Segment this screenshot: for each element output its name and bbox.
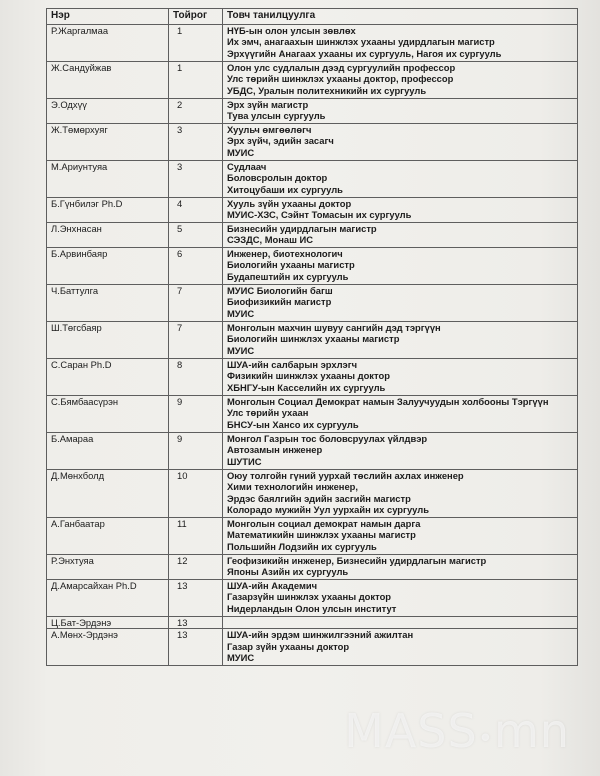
- table-row: [47, 198, 578, 223]
- candidate-bio: [223, 248, 578, 285]
- table-row: [47, 223, 578, 248]
- bio-line: Японы Азийн их сургууль: [227, 566, 349, 578]
- bio-line: МУИС: [227, 344, 255, 356]
- table-row: [47, 62, 578, 99]
- table-row: [47, 248, 578, 285]
- table-row: [47, 629, 578, 666]
- bio-line: ШУТИС: [227, 455, 262, 467]
- candidates-table: [46, 8, 578, 666]
- bio-line: Автозамын инженер: [227, 444, 323, 456]
- district-number: 10: [169, 470, 223, 518]
- table-row: [47, 99, 578, 124]
- district-number: 1: [169, 62, 223, 99]
- bio-line: Эрхүүгийн Анагаах ухааны их сургууль, Нагоя их сургууль: [227, 47, 502, 59]
- candidate-bio: [223, 359, 578, 396]
- bio-line: МУИС: [227, 146, 255, 158]
- district-number: 6: [169, 248, 223, 285]
- candidate-name: А.Мөнх-Эрдэнэ: [47, 629, 169, 666]
- bio-line: Оюу толгойн гүний уурхай төслийн ахлах инженер: [227, 470, 464, 481]
- candidate-name: С.Саран Ph.D: [47, 359, 169, 396]
- bio-line: НҮБ-ын олон улсын зөвлөх: [227, 25, 356, 36]
- table-header-row: [47, 9, 578, 25]
- table-row: [47, 518, 578, 555]
- candidate-name: Ж.Төмөрхуяг: [47, 124, 169, 161]
- bio-line: Их эмч, анагаахын шинжлэх ухааны удирдлагын магистр: [227, 36, 495, 48]
- candidate-name: Ж.Сандуйжав: [47, 62, 169, 99]
- district-number: 3: [169, 124, 223, 161]
- bio-line: СЭЗДС, Монаш ИС: [227, 234, 314, 246]
- candidate-name: Б.Гүнбилэг Ph.D: [47, 198, 169, 223]
- table-row: [47, 124, 578, 161]
- bio-line: Монголын социал демократ намын дарга: [227, 518, 421, 529]
- table-row: [47, 396, 578, 433]
- candidate-bio: [223, 161, 578, 198]
- bio-line: ШУА-ийн Академич: [227, 580, 318, 591]
- bio-line: Газарзүйн шинжлэх ухааны доктор: [227, 591, 392, 603]
- table-row: [47, 161, 578, 198]
- district-number: 4: [169, 198, 223, 223]
- candidate-name: Ц.Бат-Эрдэнэ: [47, 617, 169, 629]
- bio-line: Монгол Газрын тос боловсруулах үйлдвэр: [227, 433, 428, 444]
- candidate-bio: [223, 629, 578, 666]
- candidate-bio: [223, 555, 578, 580]
- bio-line: Тува улсын сургууль: [227, 110, 326, 122]
- bio-line: Боловсролын доктор: [227, 172, 328, 184]
- candidate-name: Э.Одхүү: [47, 99, 169, 124]
- candidate-name: Б.Арвинбаяр: [47, 248, 169, 285]
- table-row: [47, 580, 578, 617]
- bio-line: Хууль зүйн ухааны доктор: [227, 198, 352, 209]
- bio-line: Хуульч өмгөөлөгч: [227, 124, 312, 135]
- bio-line: Улс төрийн шинжлэх ухааны доктор, профессор: [227, 73, 454, 85]
- table-row: [47, 555, 578, 580]
- candidate-bio: [223, 25, 578, 62]
- bio-line: МУИС: [227, 307, 255, 319]
- candidate-bio: [223, 198, 578, 223]
- bio-line: Монголын Социал Демократ намын Залуучуудын холбооны Тэргүүн: [227, 396, 549, 407]
- candidate-name: Д.Амарсайхан Ph.D: [47, 580, 169, 617]
- table-body: [47, 25, 578, 666]
- candidate-bio: [223, 322, 578, 359]
- district-number: 12: [169, 555, 223, 580]
- candidate-name: Д.Мөнхболд: [47, 470, 169, 518]
- candidate-bio: [223, 396, 578, 433]
- bio-line: Монголын махчин шувуу сангийн дэд тэргүүн: [227, 322, 441, 333]
- candidate-bio: [223, 580, 578, 617]
- bio-line: Польшийн Лодзийн их сургууль: [227, 540, 377, 552]
- bio-line: БНСУ-ын Хансо их сургууль: [227, 418, 359, 430]
- candidate-name: М.Ариунтуяа: [47, 161, 169, 198]
- bio-line: МУИС: [227, 652, 255, 664]
- candidate-bio: [223, 617, 578, 629]
- header-name: Нэр: [47, 9, 169, 25]
- table-row: [47, 617, 578, 629]
- bio-line: Судлаач: [227, 161, 267, 172]
- district-number: 11: [169, 518, 223, 555]
- table-row: [47, 322, 578, 359]
- candidate-name: Р.Энхтуяа: [47, 555, 169, 580]
- district-number: 13: [169, 629, 223, 666]
- candidate-name: Л.Энхнасан: [47, 223, 169, 248]
- district-number: 1: [169, 25, 223, 62]
- table-row: [47, 359, 578, 396]
- district-number: 8: [169, 359, 223, 396]
- district-number: 5: [169, 223, 223, 248]
- bio-line: Бизнесийн удирдлагын магистр: [227, 223, 377, 234]
- bio-line: Эрх зүйн магистр: [227, 99, 309, 110]
- bio-line: Биологийн ухааны магистр: [227, 259, 355, 271]
- candidate-bio: [223, 470, 578, 518]
- bio-line: Геофизикийн инженер, Бизнесийн удирдлагын магистр: [227, 555, 487, 566]
- table-row: [47, 25, 578, 62]
- table-row: [47, 433, 578, 470]
- candidate-name: А.Ганбаатар: [47, 518, 169, 555]
- district-number: 13: [169, 580, 223, 617]
- district-number: 7: [169, 285, 223, 322]
- bio-line: Математикийн шинжлэх ухааны магистр: [227, 529, 416, 541]
- bio-line: Биофизикийн магистр: [227, 296, 332, 308]
- candidate-name: Ш.Төгсбаяр: [47, 322, 169, 359]
- bio-line: ШУА-ийн салбарын эрхлэгч: [227, 359, 358, 370]
- district-number: 9: [169, 396, 223, 433]
- bio-line: МУИС-ХЗС, Сэйнт Томасын их сургууль: [227, 209, 412, 221]
- district-number: 3: [169, 161, 223, 198]
- bio-line: МУИС Биологийн багш: [227, 285, 333, 296]
- table-row: [47, 285, 578, 322]
- bio-line: УБДС, Уралын политехникийн их сургууль: [227, 84, 427, 96]
- district-number: 13: [169, 617, 223, 629]
- district-number: 2: [169, 99, 223, 124]
- watermark-main: MASS: [344, 704, 478, 758]
- bio-line: ШУА-ийн эрдэм шинжилгээний ажилтан: [227, 629, 414, 641]
- bio-line: Колорадо мужийн Уул уурхайн их сургууль: [227, 504, 429, 516]
- candidate-name: Р.Жаргалмаа: [47, 25, 169, 62]
- watermark: [344, 704, 570, 758]
- bio-line: Газар зүйн ухааны доктор: [227, 640, 350, 652]
- candidate-bio: [223, 62, 578, 99]
- candidate-name: Б.Амараа: [47, 433, 169, 470]
- candidate-name: С.Бямбаасүрэн: [47, 396, 169, 433]
- bio-line: Хими технологийн инженер,: [227, 481, 358, 493]
- header-district: Тойрог: [169, 9, 223, 25]
- candidate-bio: [223, 99, 578, 124]
- bio-line: Инженер, биотехнологич: [227, 248, 343, 259]
- bio-line: Олон улс судлалын дээд сургуулийн профессор: [227, 62, 456, 73]
- candidate-name: Ч.Баттулга: [47, 285, 169, 322]
- bio-line: Нидерландын Олон улсын институт: [227, 602, 397, 614]
- bio-line: Физикийн шинжлэх ухааны доктор: [227, 370, 390, 382]
- candidate-bio: [223, 433, 578, 470]
- bio-line: Хитоцубаши их сургууль: [227, 183, 343, 195]
- bio-line: Улс төрийн ухаан: [227, 407, 309, 419]
- district-number: 7: [169, 322, 223, 359]
- bio-line: Будапештийн их сургууль: [227, 270, 349, 282]
- candidate-bio: [223, 285, 578, 322]
- district-number: 9: [169, 433, 223, 470]
- bio-line: Биологийн шинжлэх ухааны магистр: [227, 333, 400, 345]
- watermark-suffix: mn: [494, 704, 570, 758]
- bio-line: ХБНГУ-ын Касселийн их сургууль: [227, 381, 386, 393]
- candidate-bio: [223, 518, 578, 555]
- table-row: [47, 470, 578, 518]
- header-bio: Товч танилцуулга: [223, 9, 578, 25]
- bio-line: Эрдэс баялгийн эдийн засгийн магистр: [227, 492, 411, 504]
- watermark-dot: •: [477, 724, 495, 754]
- candidate-bio: [223, 223, 578, 248]
- bio-line: Эрх зүйч, эдийн засагч: [227, 135, 334, 147]
- candidate-bio: [223, 124, 578, 161]
